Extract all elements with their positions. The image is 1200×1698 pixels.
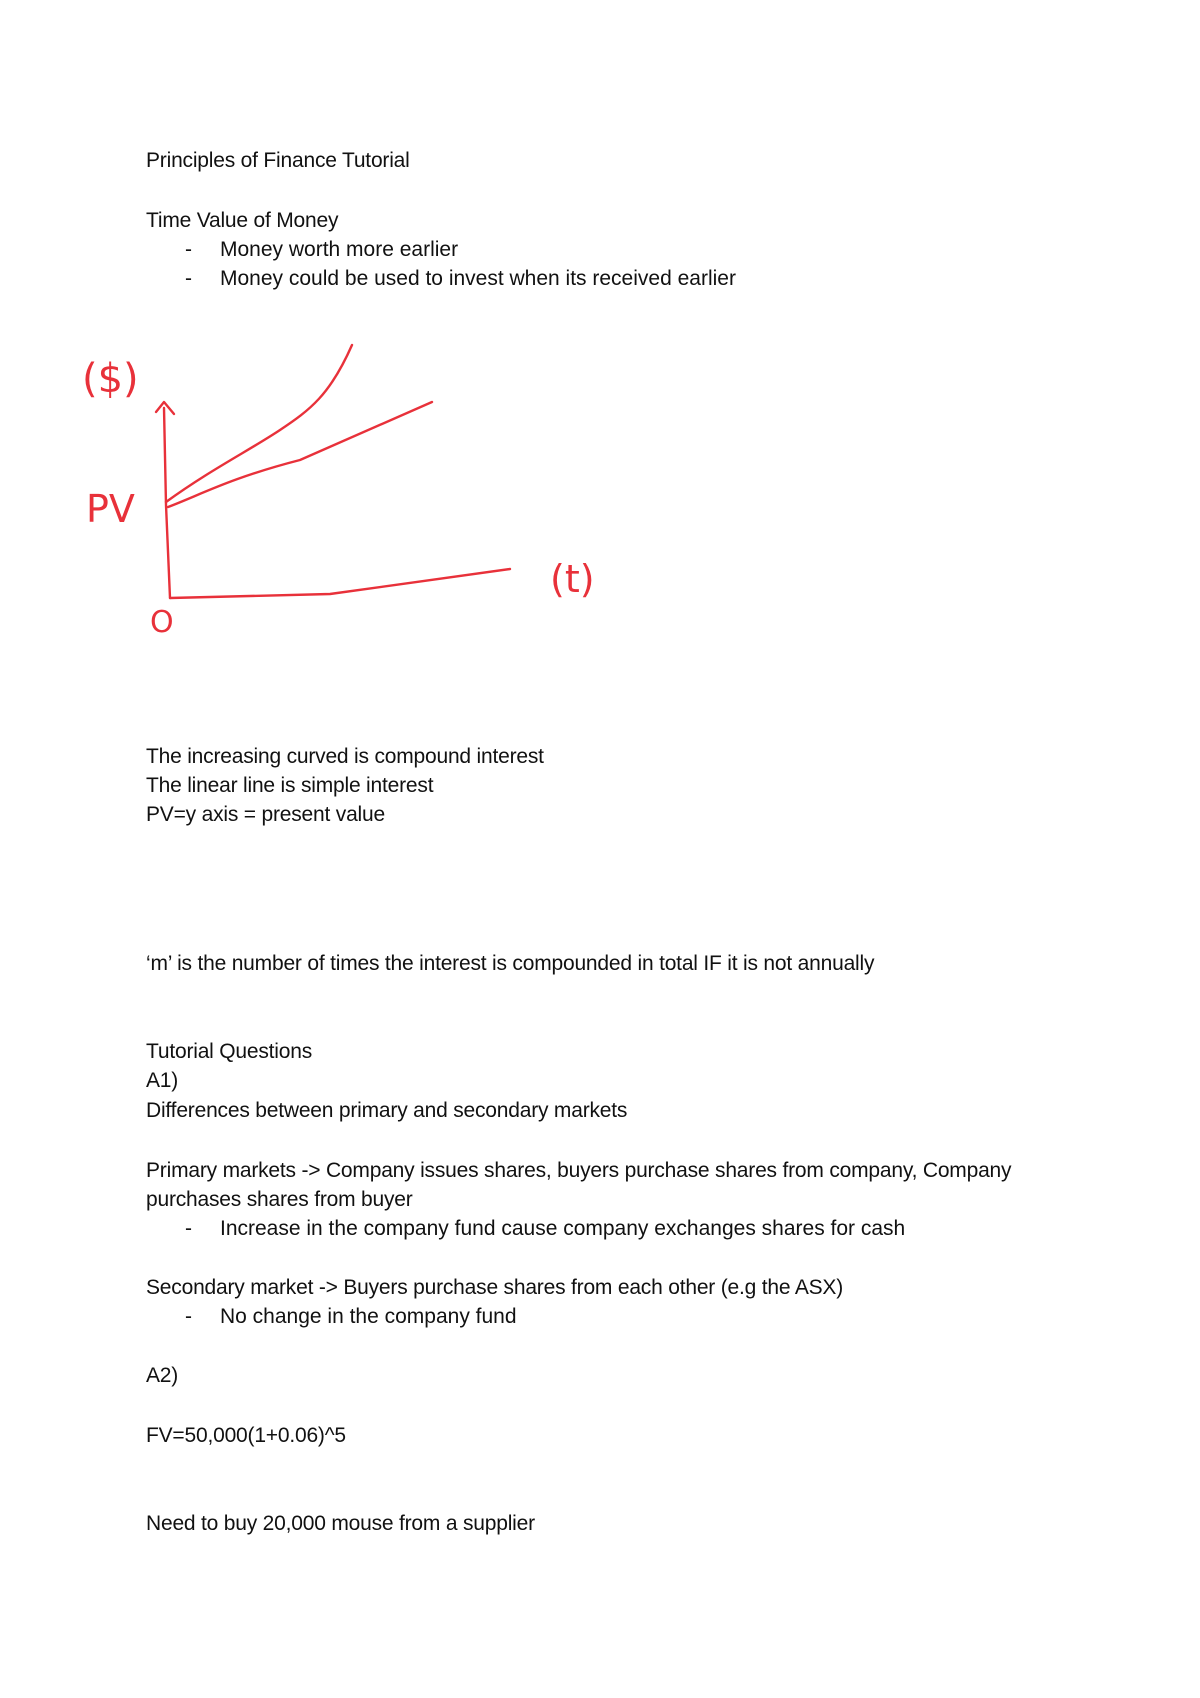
- bullet-dash: -: [185, 1305, 192, 1328]
- note-pv: PV=y axis = present value: [146, 803, 385, 826]
- bullet-text: No change in the company fund: [220, 1305, 517, 1328]
- y-axis-line: [164, 408, 170, 598]
- primary-market-line2: purchases shares from buyer: [146, 1188, 413, 1211]
- y-axis-label: ($): [82, 356, 139, 402]
- note-simple: The linear line is simple interest: [146, 774, 434, 797]
- handdrawn-value-sketch: [0, 0, 1200, 700]
- sketch-strokes: [156, 345, 510, 598]
- question-label-a2: A2): [146, 1364, 179, 1387]
- simple-interest-line: [168, 402, 432, 507]
- bullet-text: Money could be used to invest when its received earlier: [220, 267, 736, 290]
- question-label-a1: A1): [146, 1069, 179, 1092]
- question-a1-text: Differences between primary and secondary markets: [146, 1099, 628, 1122]
- x-axis-line: [170, 569, 510, 598]
- bullet-text: Increase in the company fund cause company exchanges shares for cash: [220, 1217, 906, 1240]
- fv-formula: FV=50,000(1+0.06)^5: [146, 1424, 346, 1447]
- bullet-text: Money worth more earlier: [220, 238, 459, 261]
- tutorial-heading: Tutorial Questions: [146, 1040, 313, 1063]
- secondary-market-line: Secondary market -> Buyers purchase shares from each other (e.g the ASX): [146, 1276, 844, 1299]
- need-line: Need to buy 20,000 mouse from a supplier: [146, 1512, 535, 1535]
- primary-market-line1: Primary markets -> Company issues shares, buyers purchase shares from company, Company: [146, 1159, 1012, 1182]
- note-compound: The increasing curved is compound interest: [146, 745, 544, 768]
- compound-interest-curve: [166, 345, 352, 502]
- pv-label: PV: [86, 487, 135, 531]
- note-m: ‘m’ is the number of times the interest is compounded in total IF it is not annually: [146, 952, 875, 975]
- bullet-dash: -: [185, 267, 192, 290]
- origin-label: O: [150, 605, 174, 640]
- sketch-labels: [82, 356, 595, 640]
- bullet-dash: -: [185, 238, 192, 261]
- bullet-dash: -: [185, 1217, 192, 1240]
- x-axis-label: (t): [550, 557, 595, 601]
- document-title: Principles of Finance Tutorial: [146, 149, 410, 172]
- section-heading-tvm: Time Value of Money: [146, 209, 339, 232]
